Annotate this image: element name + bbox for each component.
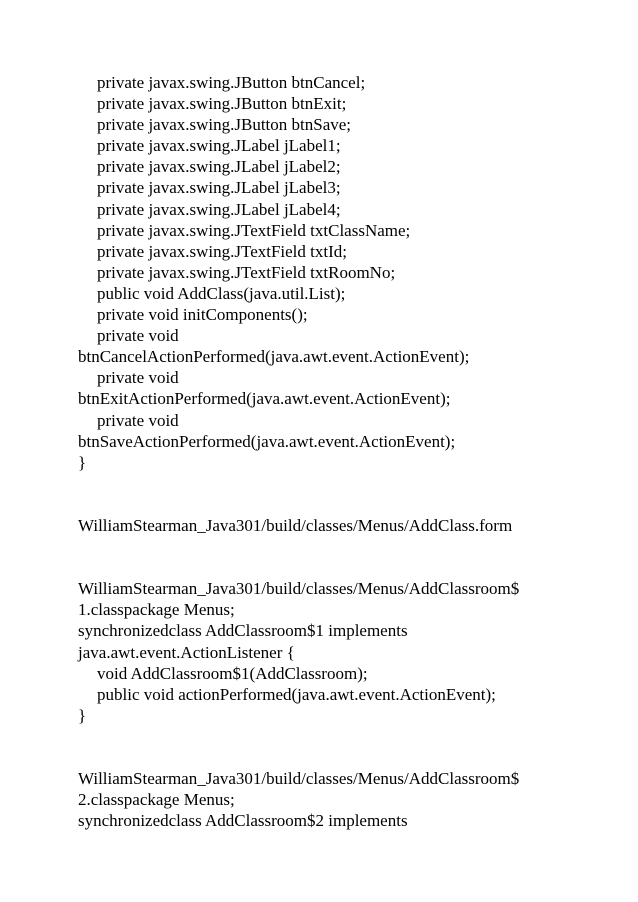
text-line: private javax.swing.JButton btnExit; [97,94,347,114]
blank-line [78,494,618,515]
text-line: private void [97,410,179,430]
text-line: private void [97,368,179,388]
text-line: private javax.swing.JTextField txtClassName; [97,220,411,240]
text-line: private javax.swing.JLabel jLabel2; [97,157,341,177]
text-line: WilliamStearman_Java301/build/classes/Menus/AddClassroom$ [78,769,520,789]
text-line: private void [97,326,179,346]
text-line: private javax.swing.JLabel jLabel1; [97,136,341,156]
text-line: public void AddClass(java.util.List); [97,283,346,303]
text-line: public void actionPerformed(java.awt.event.ActionEvent); [97,684,496,704]
text-line: private javax.swing.JTextField txtRoomNo; [97,262,396,282]
text-line: btnCancelActionPerformed(java.awt.event.ActionEvent); [78,347,470,367]
text-line: void AddClassroom$1(AddClassroom); [97,663,368,683]
text-line: WilliamStearman_Java301/build/classes/Menus/AddClass.form [78,515,513,535]
text-line: 1.classpackage Menus; [78,600,235,620]
blank-line [78,473,618,494]
text-line: } [78,452,87,472]
text-line: } [78,705,87,725]
blank-line [78,557,618,578]
blank-line [78,747,618,768]
text-line: private javax.swing.JButton btnCancel; [97,73,366,92]
blank-line [78,726,618,747]
text-line: WilliamStearman_Java301/build/classes/Menus/AddClassroom$ [78,579,520,599]
text-line: private javax.swing.JLabel jLabel4; [97,199,341,219]
text-line: java.awt.event.ActionListener { [78,642,295,662]
text-line: synchronizedclass AddClassroom$2 implements [78,811,408,831]
blank-line [78,536,618,557]
text-line: private javax.swing.JTextField txtId; [97,241,347,261]
text-line: private javax.swing.JLabel jLabel3; [97,178,341,198]
code-listing [78,72,618,831]
text-line: btnSaveActionPerformed(java.awt.event.ActionEvent); [78,431,456,451]
text-line: 2.classpackage Menus; [78,790,235,810]
text-line: private void initComponents(); [97,305,308,325]
text-line: private javax.swing.JButton btnSave; [97,115,352,135]
text-line: synchronizedclass AddClassroom$1 implements [78,621,408,641]
text-line: btnExitActionPerformed(java.awt.event.ActionEvent); [78,389,451,409]
